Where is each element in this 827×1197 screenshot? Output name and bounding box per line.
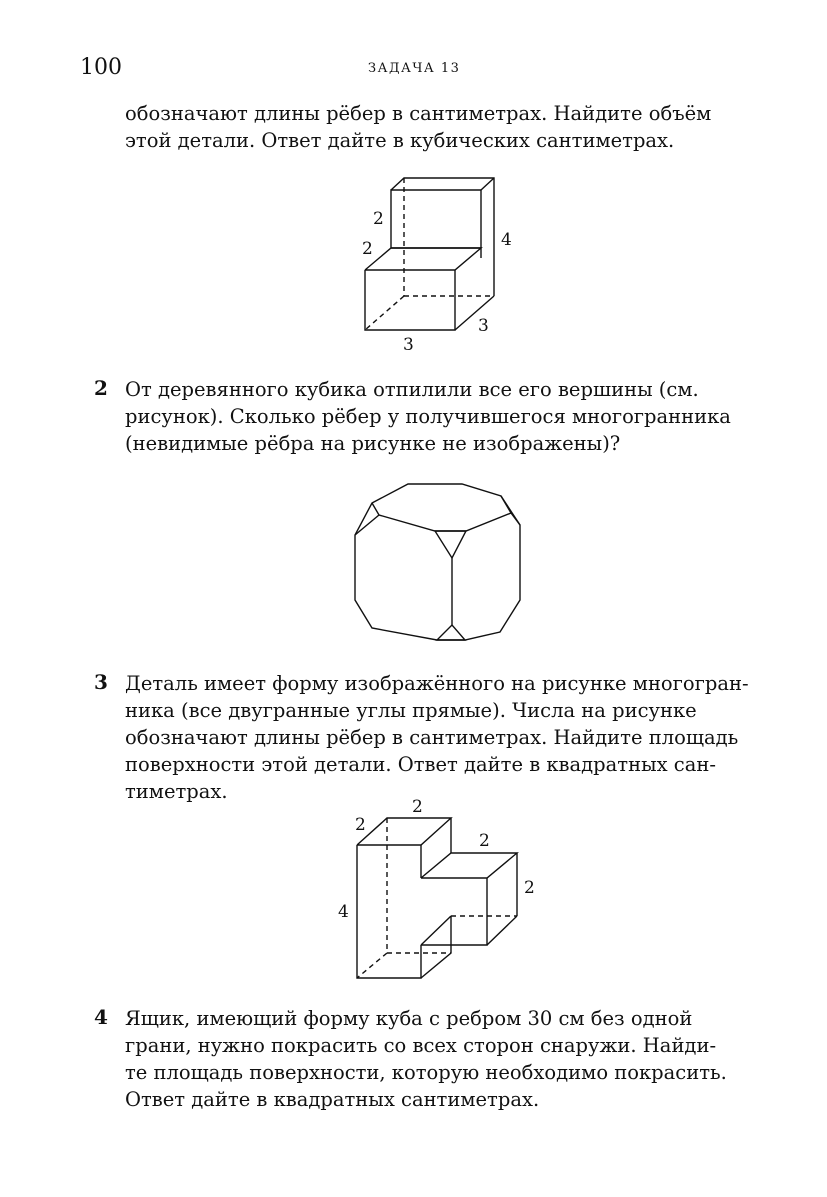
text-line: рисунок). Сколько рёбер у получившегося многогранника [125, 405, 731, 428]
edge [421, 853, 517, 878]
dim-label: 2 [524, 878, 535, 898]
text-line: этой детали. Ответ дайте в кубических сантиметрах. [125, 129, 675, 152]
dim-label: 4 [338, 902, 349, 922]
edge [487, 916, 517, 945]
text-line: От деревянного кубика отпилили все его вершины (см. [125, 378, 699, 401]
edge [357, 818, 451, 845]
text-line: поверхности этой детали. Ответ дайте в квадратных сан- [125, 753, 716, 776]
text-line: ника (все двугранные углы прямые). Числа на рисунке [125, 699, 697, 722]
text-line: обозначают длины рёбер в сантиметрах. Найдите площадь [125, 726, 739, 749]
page-number: 100 [80, 55, 122, 80]
running-title: ЗАДАЧА 13 [368, 61, 461, 76]
edge [421, 916, 451, 978]
problem-number: 2 [94, 376, 108, 400]
hidden-edge [357, 953, 387, 978]
text-line: Деталь имеет форму изображённого на рисунке многогран- [125, 672, 749, 695]
dim-label: 3 [403, 335, 414, 355]
text-line: грани, нужно покрасить со всех сторон снаружи. Найди- [125, 1034, 717, 1057]
dim-label: 2 [373, 209, 384, 229]
text-line: обозначают длины рёбер в сантиметрах. Найдите объём [125, 102, 712, 125]
problem-text [125, 1005, 750, 1113]
text-line: Ящик, имеющий форму куба с ребром 30 см без одной [125, 1007, 693, 1030]
text-line: тиметрах. [125, 780, 228, 803]
edge [357, 845, 421, 978]
text-line: те площадь поверхности, которую необходимо покрасить. [125, 1061, 727, 1084]
dim-label: 3 [478, 316, 489, 336]
text-line: Ответ дайте в квадратных сантиметрах. [125, 1088, 540, 1111]
problem-number: 3 [94, 670, 108, 694]
dim-label: 4 [501, 230, 512, 250]
dim-label: 2 [412, 797, 423, 817]
problem-number: 4 [94, 1005, 108, 1029]
dim-label: 2 [362, 239, 373, 259]
text-line: (невидимые рёбра на рисунке не изображены)? [125, 432, 621, 455]
edge [421, 916, 451, 945]
dim-label: 2 [479, 831, 490, 851]
dim-label: 2 [355, 815, 366, 835]
